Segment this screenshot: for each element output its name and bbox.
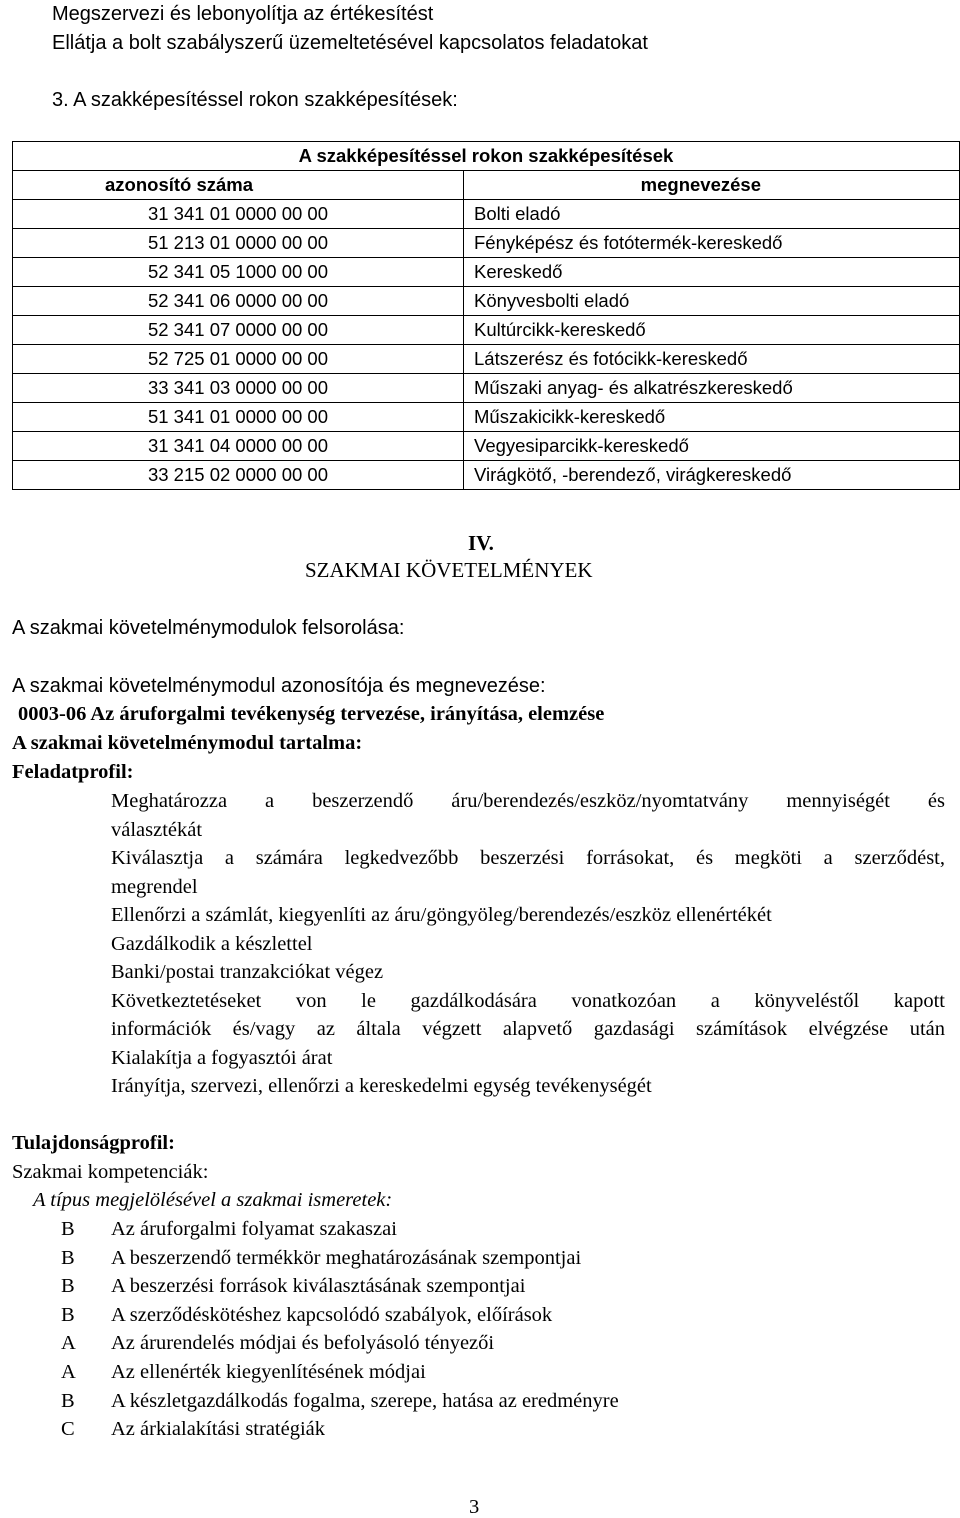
task-line: választékát — [111, 819, 203, 841]
qualification-name: Vegyesiparcikk-kereskedő — [464, 432, 960, 461]
qualification-name: Műszakicikk-kereskedő — [464, 403, 960, 432]
page-number: 3 — [469, 1496, 480, 1518]
knowledge-type: B — [61, 1246, 75, 1269]
knowledge-text: A szerződéskötéshez kapcsolódó szabályok, előírások — [111, 1303, 553, 1326]
knowledge-text: A készletgazdálkodás fogalma, szerepe, hatása az eredményre — [111, 1389, 619, 1412]
column-header-name: megnevezése — [464, 171, 960, 200]
task-line: Kialakítja a fogyasztói árat — [111, 1047, 333, 1069]
qualification-name: Fényképész és fotótermék-kereskedő — [464, 229, 960, 258]
knowledge-type: A — [61, 1332, 76, 1355]
qualification-name: Bolti eladó — [464, 200, 960, 229]
qualification-id: 52 341 05 1000 00 00 — [13, 258, 464, 287]
task-line: Banki/postai tranzakciókat végez — [111, 961, 384, 983]
knowledge-text: Az árkialakítási stratégiák — [111, 1418, 326, 1441]
column-header-id: azonosító száma — [13, 171, 464, 200]
knowledge-text: Az ellenérték kiegyenlítésének módjai — [111, 1361, 426, 1383]
qualification-name: Kultúrcikk-kereskedő — [464, 316, 960, 345]
chapter-number: IV. — [468, 531, 494, 555]
module-content-heading: A szakmai követelménymodul tartalma: — [12, 732, 363, 754]
task-profile-heading: Feladatprofil: — [12, 761, 134, 783]
knowledge-type: B — [61, 1275, 75, 1298]
task-line: Gazdálkodik a készlettel — [111, 933, 313, 955]
task-line: Meghatározza a beszerzendő áru/berendezés/eszköz/nyomtatvány mennyiségét és — [111, 790, 945, 812]
table-row — [13, 403, 960, 432]
table-row — [13, 432, 960, 461]
property-profile-heading: Tulajdonságprofil: — [12, 1132, 175, 1154]
section-heading: 3. A szakképesítéssel rokon szakképesítések: — [52, 89, 458, 111]
module-id-line: 0003-06 Az áruforgalmi tevékenység tervezése, irányítása, elemzése — [18, 703, 605, 725]
qualification-id: 31 341 04 0000 00 00 — [13, 432, 464, 461]
qualification-id: 51 213 01 0000 00 00 — [13, 229, 464, 258]
qualification-id: 51 341 01 0000 00 00 — [13, 403, 464, 432]
qualification-name: Műszaki anyag- és alkatrészkereskedő — [464, 374, 960, 403]
qualification-name: Könyvesbolti eladó — [464, 287, 960, 316]
table-caption: A szakképesítéssel rokon szakképesítések — [13, 142, 960, 171]
competencies-label: Szakmai kompetenciák: — [12, 1161, 209, 1183]
chapter-title: SZAKMAI KÖVETELMÉNYEK — [305, 558, 593, 582]
knowledge-type: B — [61, 1303, 75, 1326]
table-row — [13, 258, 960, 287]
task-line: Kiválasztja a számára legkedvezőbb beszerzési forrásokat, és megköti a szerződést, — [111, 847, 945, 869]
table-row — [13, 200, 960, 229]
task-line: Ellenőrzi a számlát, kiegyenlíti az áru/göngyöleg/berendezés/eszköz ellenértékét — [111, 904, 772, 926]
related-qualifications-table — [12, 141, 960, 490]
qualification-name: Látszerész és fotócikk-kereskedő — [464, 345, 960, 374]
qualification-id: 52 341 06 0000 00 00 — [13, 287, 464, 316]
task-line: információk és/vagy az általa végzett alapvető gazdasági számítások elvégzése után — [111, 1018, 945, 1040]
qualification-name: Kereskedő — [464, 258, 960, 287]
qualification-id: 52 341 07 0000 00 00 — [13, 316, 464, 345]
knowledge-type: A — [61, 1361, 76, 1383]
task-line: Következtetéseket von le gazdálkodására vonatkozóan a könyveléstől kapott — [111, 990, 945, 1012]
module-id-heading: A szakmai követelménymodul azonosítója és megnevezése: — [12, 675, 546, 697]
table-row — [13, 374, 960, 403]
task-line: megrendel — [111, 876, 198, 898]
knowledge-text: Az áruforgalmi folyamat szakaszai — [111, 1218, 397, 1240]
table-row — [13, 229, 960, 258]
qualification-id: 31 341 01 0000 00 00 — [13, 200, 464, 229]
qualification-name: Virágkötő, -berendező, virágkereskedő — [464, 461, 960, 490]
knowledge-type: C — [61, 1418, 75, 1441]
knowledge-text: A beszerzési források kiválasztásának szempontjai — [111, 1275, 526, 1298]
qualification-id: 33 215 02 0000 00 00 — [13, 461, 464, 490]
task-line: Irányítja, szervezi, ellenőrzi a kereskedelmi egység tevékenységét — [111, 1075, 652, 1097]
qualification-id: 33 341 03 0000 00 00 — [13, 374, 464, 403]
qualification-id: 52 725 01 0000 00 00 — [13, 345, 464, 374]
knowledge-text: Az árurendelés módjai és befolyásoló tényezői — [111, 1332, 495, 1355]
table-row — [13, 461, 960, 490]
knowledge-type: B — [61, 1218, 75, 1240]
knowledge-label: A típus megjelölésével a szakmai ismeretek: — [33, 1189, 393, 1211]
table-row — [13, 287, 960, 316]
intro-line: Megszervezi és lebonyolítja az értékesítést — [52, 3, 434, 25]
knowledge-text: A beszerzendő termékkör meghatározásának szempontjai — [111, 1246, 582, 1269]
modules-list-heading: A szakmai követelménymodulok felsorolása: — [12, 617, 405, 639]
table-row — [13, 316, 960, 345]
intro-line: Ellátja a bolt szabályszerű üzemeltetésével kapcsolatos feladatokat — [52, 32, 648, 54]
knowledge-type: B — [61, 1389, 75, 1412]
table-row — [13, 345, 960, 374]
